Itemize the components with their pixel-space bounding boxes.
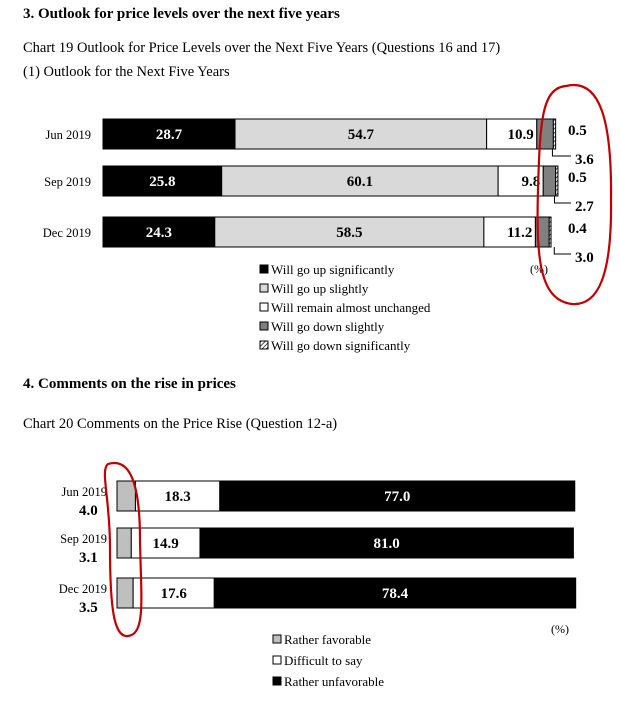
chart19-subtitle: (1) Outlook for the Next Five Years bbox=[23, 64, 230, 80]
chart20-value-label: 14.9 bbox=[152, 536, 179, 552]
section3-heading: 3. Outlook for price levels over the next five years bbox=[23, 6, 340, 22]
chart20-legend-label: Rather unfavorable bbox=[284, 674, 384, 689]
chart20-value-label: 18.3 bbox=[164, 489, 191, 505]
chart19-legend-label: Will go up slightly bbox=[271, 281, 369, 296]
chart19-value-label: 58.5 bbox=[336, 225, 363, 241]
section4-heading: 4. Comments on the rise in prices bbox=[23, 376, 236, 392]
chart19-value-label-outside: 3.0 bbox=[575, 250, 594, 266]
chart20-legend-swatch bbox=[273, 656, 281, 664]
chart19-bar-will-go-down-significantly bbox=[556, 166, 558, 196]
chart20 bbox=[0, 448, 620, 708]
chart19-value-label-outside: 2.7 bbox=[575, 199, 594, 215]
chart19-legend-swatch bbox=[260, 284, 268, 292]
chart19-bar-will-go-down-significantly bbox=[549, 217, 551, 247]
chart20-legend-swatch bbox=[273, 677, 281, 685]
chart19-leader-line bbox=[552, 149, 571, 156]
chart19-unit-label: (%) bbox=[530, 262, 548, 276]
chart20-category-label: Sep 2019 bbox=[60, 532, 107, 546]
chart20-bar-rather-favorable bbox=[117, 481, 135, 511]
chart20-legend-label: Rather favorable bbox=[284, 632, 371, 647]
chart19-value-label-outside: 0.5 bbox=[568, 170, 587, 186]
chart20-category-label: Dec 2019 bbox=[58, 582, 107, 596]
chart19-value-label: 54.7 bbox=[347, 127, 374, 143]
chart20-value-label: 81.0 bbox=[373, 536, 400, 552]
chart20-bar-rather-favorable bbox=[117, 528, 131, 558]
chart19-legend-label: Will go up significantly bbox=[271, 262, 395, 277]
chart20-unit-label: (%) bbox=[551, 622, 569, 636]
chart19-value-label: 11.2 bbox=[506, 225, 533, 241]
chart19-legend-swatch bbox=[260, 341, 268, 349]
chart19-leader-line bbox=[554, 247, 571, 254]
chart19-bar-will-go-down-slightly bbox=[543, 166, 555, 196]
chart19-bar-will-go-down-significantly bbox=[553, 119, 555, 149]
chart20-value-label-outside: 3.1 bbox=[79, 550, 98, 566]
chart19-title: Chart 19 Outlook for Price Levels over the Next Five Years (Questions 16 and 17) bbox=[23, 40, 501, 56]
chart19-value-label: 24.3 bbox=[145, 225, 173, 241]
chart20-value-label: 17.6 bbox=[160, 586, 187, 602]
chart19-value-label: 28.7 bbox=[155, 127, 183, 143]
chart20-bar-rather-favorable bbox=[117, 578, 133, 608]
chart19-value-label-outside: 0.5 bbox=[568, 123, 587, 139]
chart20-value-label-outside: 3.5 bbox=[79, 600, 98, 616]
chart19-value-label: 25.8 bbox=[149, 174, 176, 190]
chart20-category-label: Jun 2019 bbox=[61, 485, 107, 499]
chart19-value-label-outside: 0.4 bbox=[568, 221, 587, 237]
chart19-legend-swatch bbox=[260, 303, 268, 311]
chart20-value-label: 78.4 bbox=[381, 586, 409, 602]
chart19-category-label: Dec 2019 bbox=[42, 226, 91, 240]
chart19-legend-label: Will remain almost unchanged bbox=[271, 300, 431, 315]
chart19-value-label-outside: 3.6 bbox=[575, 152, 594, 168]
chart19-value-label: 60.1 bbox=[346, 174, 374, 190]
chart20-value-label: 77.0 bbox=[384, 489, 411, 505]
chart19-value-label: 9.8 bbox=[521, 174, 541, 190]
chart19-category-label: Sep 2019 bbox=[44, 175, 91, 189]
chart19-category-label: Jun 2019 bbox=[45, 128, 91, 142]
chart19-legend-label: Will go down significantly bbox=[271, 338, 411, 353]
chart19-leader-line bbox=[554, 196, 571, 203]
chart19 bbox=[0, 80, 620, 380]
chart19-legend-swatch bbox=[260, 322, 268, 330]
chart19-legend-label: Will go down slightly bbox=[271, 319, 385, 334]
chart20-legend-label: Difficult to say bbox=[284, 653, 363, 668]
chart20-legend-swatch bbox=[273, 635, 281, 643]
chart20-title: Chart 20 Comments on the Price Rise (Question 12-a) bbox=[23, 416, 338, 432]
chart19-legend-swatch bbox=[260, 265, 268, 273]
chart20-value-label-outside: 4.0 bbox=[79, 503, 98, 519]
chart19-value-label: 10.9 bbox=[507, 127, 534, 143]
